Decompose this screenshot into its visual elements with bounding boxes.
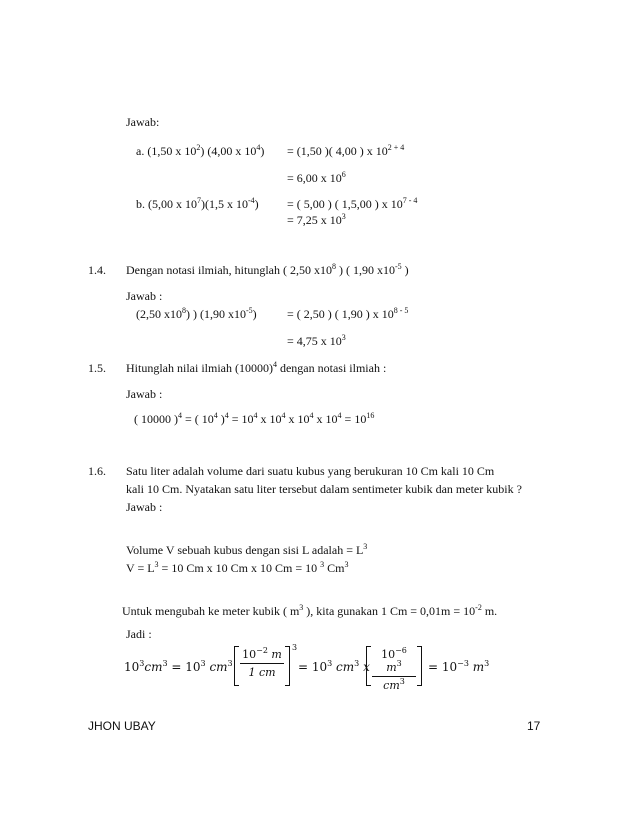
volume-statement: Volume V sebuah kubus dengan sisi L adalah = $L^3$ (126, 542, 368, 557)
step-b-result-2: = 7,25 x $10^3$ (287, 212, 346, 227)
problem-1-5-calculation: ( 10000 )$^4$ = ( $10^4$ )$^4 = 10^4$ x $10^4$ x $10^4$ x $10^4 = 10^{16}$ (134, 411, 375, 426)
problem-1-6-question-line-2: kali 10 Cm. Nyatakan satu liter tersebut dalam sentimeter kubik dan meter kubik ? (126, 482, 522, 496)
problem-1-6-question-line-1: Satu liter adalah volume dari suatu kubus yang berukuran 10 Cm kali 10 Cm (126, 464, 495, 478)
problem-1-4-result-2: = 4,75 x $10^3$ (287, 333, 346, 348)
problem-1-5-number: 1.5. (88, 361, 106, 375)
problem-1-5-question: Hitunglah nilai ilmiah $(10000)^4$ dengan notasi ilmiah : (126, 360, 387, 375)
fraction-2: $10^{-6}$ $m^3$ $cm^3$ (372, 648, 416, 692)
problem-1-4-expression: (2,50 $x10^8$) ) (1,90 $x10^{-5}$) (136, 306, 257, 321)
right-bracket (285, 646, 290, 686)
outer-exponent: 3 (292, 643, 298, 652)
step-a-result-2: = 6,00 x $10^6$ (287, 170, 346, 185)
fraction-1: $10^{-2}$ m 1 cm (240, 648, 284, 679)
jawab-label: Jawab : (126, 500, 163, 514)
page-number: 17 (527, 719, 541, 733)
jawab-label: Jawab: (126, 115, 160, 129)
left-bracket (366, 646, 371, 686)
equation-lhs: $10^3cm^3 = 10^3$ $cm^3$ (124, 659, 233, 674)
step-a-expression: a. (1,50 x $10^2$) (4,00 x $10^4$) (136, 143, 265, 158)
step-b-expression: b. (5,00 x $10^7)(1,5$ x $10^{-4}$) (136, 196, 259, 211)
jadi-label: Jadi : (126, 627, 152, 641)
problem-1-4-number: 1.4. (88, 263, 106, 277)
problem-1-4-result-1: = ( 2,50 ) ( 1,90 ) x 10$^{8 - 5}$ (287, 306, 409, 321)
equation-result: = $10^{-3}$ $m^3$ (428, 659, 490, 674)
conversion-statement: Untuk mengubah ke meter kubik ( $m^3$ ), kita gunakan 1 $Cm = 0,01m = 10^{-2}$ m. (122, 603, 498, 618)
right-bracket (417, 646, 422, 686)
jawab-label: Jawab : (126, 289, 163, 303)
problem-1-6-number: 1.6. (88, 464, 106, 478)
problem-1-4-question: Dengan notasi ilmiah, hitunglah ( 2,50 $x10^8$ ) ( 1,90 $x10^{-5}$ ) (126, 262, 409, 277)
jawab-label: Jawab : (126, 387, 163, 401)
left-bracket (234, 646, 239, 686)
equation-middle: = $10^3$ $cm^3$ x (298, 659, 370, 674)
footer-author: JHON UBAY (88, 719, 156, 733)
volume-calculation: $V = L^3 = 10$ Cm x 10 Cm x 10 Cm = 10 $^3$ Cm$^3$ (126, 560, 349, 575)
step-b-result-1: = ( 5,00 ) ( 1,5,00 ) x 10$^{7 - 4}$ (287, 196, 418, 211)
step-a-result-1: = (1,50 )( 4,00 ) x $10^{2 + 4}$ (287, 143, 405, 158)
